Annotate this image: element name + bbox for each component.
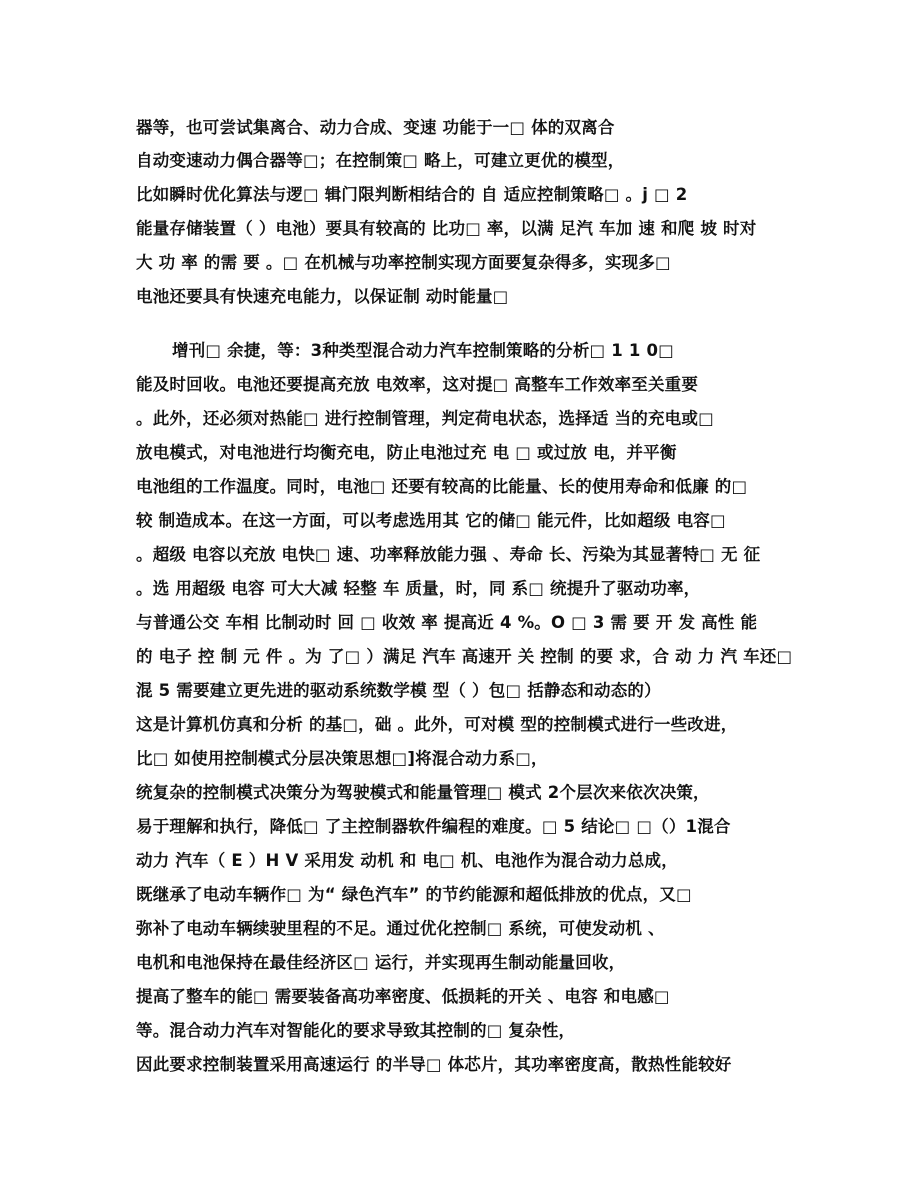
text-line: 大 功 率 的需 要 。□ 在机械与功率控制实现方面要复杂得多，实现多□ [136, 253, 671, 272]
text-line: 较 制造成本。在这一方面，可以考虑选用其 它的储□ 能元件，比如超级 电容□ [136, 511, 726, 530]
section-heading: 增刊□ 余捷，等：3种类型混合动力汽车控制策略的分析□ 1 1 0□ [172, 341, 674, 360]
text-line: 能量存储装置（ ）电池）要具有较高的 比功□ 率，以满 足汽 车加 速 和爬 坡 时对 [136, 219, 757, 238]
text-line: 电池组的工作温度。同时，电池□ 还要有较高的比能量、长的使用寿命和低廉 的□ [136, 477, 748, 496]
text-line: 弥补了电动车辆续驶里程的不足。通过优化控制□ 系统，可使发动机 、 [136, 919, 665, 938]
text-line: 自动变速动力偶合器等□；在控制策□ 略上，可建立更优的模型， [136, 151, 625, 170]
text-line: 。此外，还必须对热能□ 进行控制管理，判定荷电状态，选择适 当的充电或□ [136, 409, 714, 428]
text-line: 动力 汽车（ E ）H V 采用发 动机 和 电□ 机、电池作为混合动力总成， [136, 851, 678, 870]
text-line: 统复杂的控制模式决策分为驾驶模式和能量管理□ 模式 2个层次来依次决策， [136, 783, 710, 802]
text-line: 混 5 需要建立更先进的驱动系统数学模 型（ ）包□ 括静态和动态的） [136, 681, 661, 700]
text-line: 易于理解和执行，降低□ 了主控制器软件编程的难度。□ 5 结论□ □（）1混合 [136, 817, 731, 836]
text-line: 器等，也可尝试集离合、动力合成、变速 功能于一□ 体的双离合 [136, 118, 615, 137]
text-line: 电机和电池保持在最佳经济区□ 运行，并实现再生制动能量回收， [136, 953, 626, 972]
text-line: 电池还要具有快速充电能力，以保证制 动时能量□ [136, 287, 509, 306]
text-line: 的 电子 控 制 元 件 。为 了□ ）满足 汽车 高速开 关 控制 的要 求，合 动 力 汽 车还□ [136, 647, 793, 666]
text-line: 放电模式，对电池进行均衡充电，防止电池过充 电 □ 或过放 电，并平衡 [136, 443, 677, 462]
text-line: 提高了整车的能□ 需要装备高功率密度、低损耗的开关 、电容 和电感□ [136, 987, 670, 1006]
text-line: 既继承了电动车辆作□ 为“ 绿色汽车” 的节约能源和超低排放的优点，又□ [136, 885, 692, 904]
text-line: 因此要求控制装置采用高速运行 的半导□ 体芯片，其功率密度高，散热性能较好 [136, 1055, 732, 1074]
text-line: 与普通公交 车相 比制动时 回 □ 收效 率 提高近 4 %。O □ 3 需 要 开 发 高性 能 [136, 613, 758, 632]
text-line: 比如瞬时优化算法与逻□ 辑门限判断相结合的 自 适应控制策略□ 。j □ 2 [136, 185, 688, 204]
text-line: 能及时回收。电池还要提高充放 电效率，这对提□ 高整车工作效率至关重要 [136, 375, 699, 394]
text-line: 比□ 如使用控制模式分层决策思想□]将混合动力系□， [136, 749, 548, 768]
text-line: 。超级 电容以充放 电快□ 速、功率释放能力强 、寿命 长、污染为其显著特□ 无 征 [136, 545, 761, 564]
text-line: 。选 用超级 电容 可大大减 轻整 车 质量，时，同 系□ 统提升了驱动功率， [136, 579, 701, 598]
text-line: 等。混合动力汽车对智能化的要求导致其控制的□ 复杂性， [136, 1021, 576, 1040]
text-line: 这是计算机仿真和分析 的基□，础 。此外，可对模 型的控制模式进行一些改进， [136, 715, 738, 734]
